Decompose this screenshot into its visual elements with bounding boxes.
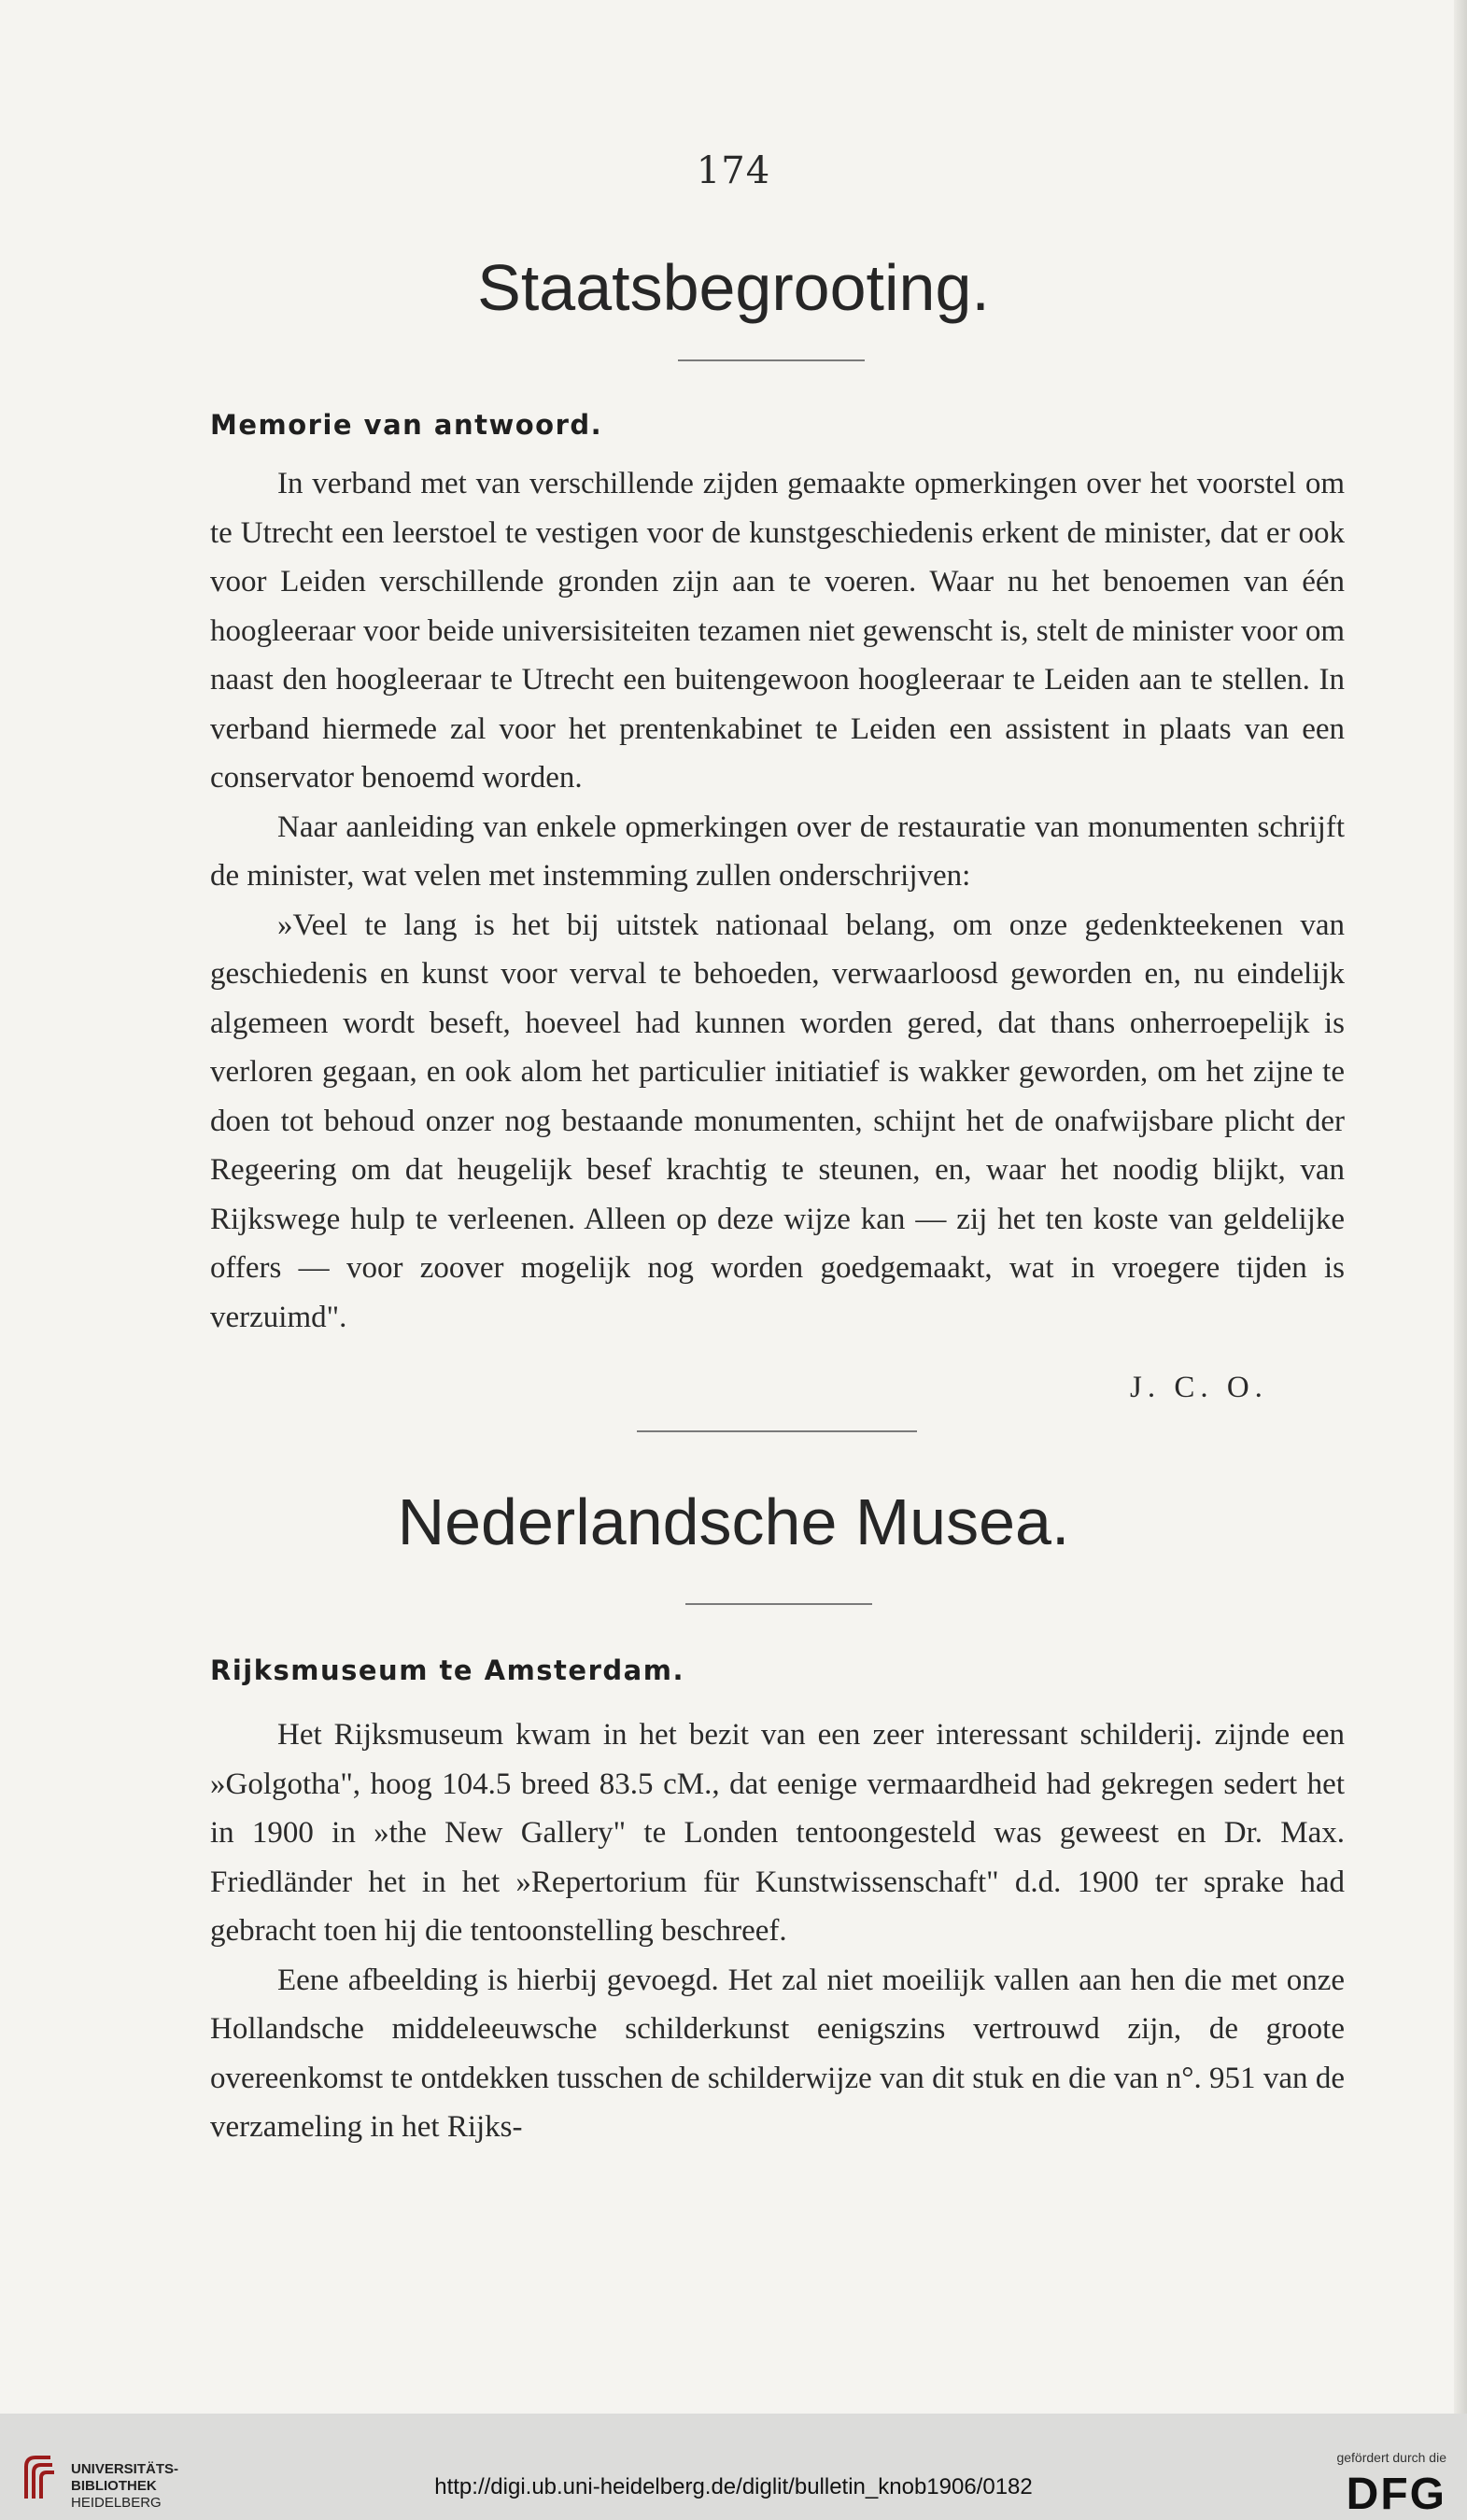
section-heading-rijksmuseum: Rijksmuseum te Amsterdam.	[210, 1654, 684, 1686]
dfg-logo: DFG	[1346, 2470, 1446, 2519]
footer-bar	[0, 2414, 1467, 2520]
library-name-line3: HEIDELBERG	[71, 2495, 162, 2511]
section2-body	[210, 1711, 1345, 2152]
section-divider	[637, 1430, 917, 1432]
section-title-musea: Nederlandsche Musea.	[397, 1485, 1070, 1558]
library-name-line1: UNIVERSITÄTS-	[71, 2461, 179, 2477]
signature: J. C. O.	[1130, 1371, 1268, 1404]
section-heading-memorie: Memorie van antwoord.	[210, 409, 603, 441]
paragraph: »Veel te lang is het bij uitstek nationaal belang, om onze gedenkteekenen van geschiedenis en kunst voor verval te behoeden, verwaarloosd geworden en, nu eindelijk algemeen wordt beseft, hoeveel had kunnen worden gered, dat thans onherroepelijk is verloren gegaan, en ook alom het particulier initiatief is wakker geworden, om het zijne te doen tot behoud onzer nog bestaande monumenten, schijnt het de onafwijsbare plicht der Regeering om dat heugelijk besef krachtig te steunen, en, waar het noodig blijkt, van Rijkswege hulp te verleenen. Alleen op deze wijze kan — zij het ten koste van geldelijke offers — voor zoover mogelijk nog worden goedgemaakt, wat in vroegere tijden is verzuimd".	[210, 908, 1345, 1334]
section1-body	[210, 459, 1345, 1342]
title-rule	[685, 1603, 872, 1605]
section-title-staatsbegrooting: Staatsbegrooting.	[477, 251, 990, 324]
permalink-url[interactable]: http://digi.ub.uni-heidelberg.de/diglit/bulletin_knob1906/0182	[434, 2474, 1033, 2499]
paragraph: In verband met van verschillende zijden gemaakte opmerkingen over het voorstel om te Utrecht een leerstoel te vestigen voor de kunstgeschiedenis erkent de minister, dat er ook voor Leiden verschillende gronden zijn aan te voeren. Waar nu het benoemen van één hoogleeraar voor beide universisiteiten tezamen niet gewenscht is, stelt de minister voor om naast den hoogleeraar te Utrecht een buitengewoon hoogleeraar te Leiden aan te stellen. In verband hiermede zal voor het prentenkabinet te Leiden een assistent in plaats van een conservator benoemd worden.	[210, 467, 1345, 795]
title-rule	[678, 359, 865, 361]
funded-by-label: gefördert durch die	[1336, 2450, 1446, 2465]
paragraph: Naar aanleiding van enkele opmerkingen over de restauratie van monumenten schrijft de minister, wat velen met instemming zullen onderschrijven:	[210, 809, 1345, 893]
library-name-line2: BIBLIOTHEK	[71, 2478, 157, 2494]
paragraph: Het Rijksmuseum kwam in het bezit van een zeer interessant schilderij. zijnde een »Golgotha", hoog 104.5 breed 83.5 cM., dat eenige vermaardheid had gekregen sedert het in 1900 in »the New Gallery" te Londen tentoongesteld was geweest en Dr. Max. Friedländer het in het »Repertorium für Kunstwissenschaft" d.d. 1900 ter sprake had gebracht toen hij die tentoonstelling beschreef.	[210, 1718, 1345, 1948]
paragraph: Eene afbeelding is hierbij gevoegd. Het zal niet moeilijk vallen aan hen die met onze Hollandsche middeleeuwsche schilderkunst eenigszins vertrouwd zijn, de groote overeenkomst te ontdekken tusschen de schilderwijze van dit stuk en die van n°. 951 van de verzameling in het Rijks-	[210, 1963, 1345, 2144]
page-number: 174	[696, 149, 771, 192]
